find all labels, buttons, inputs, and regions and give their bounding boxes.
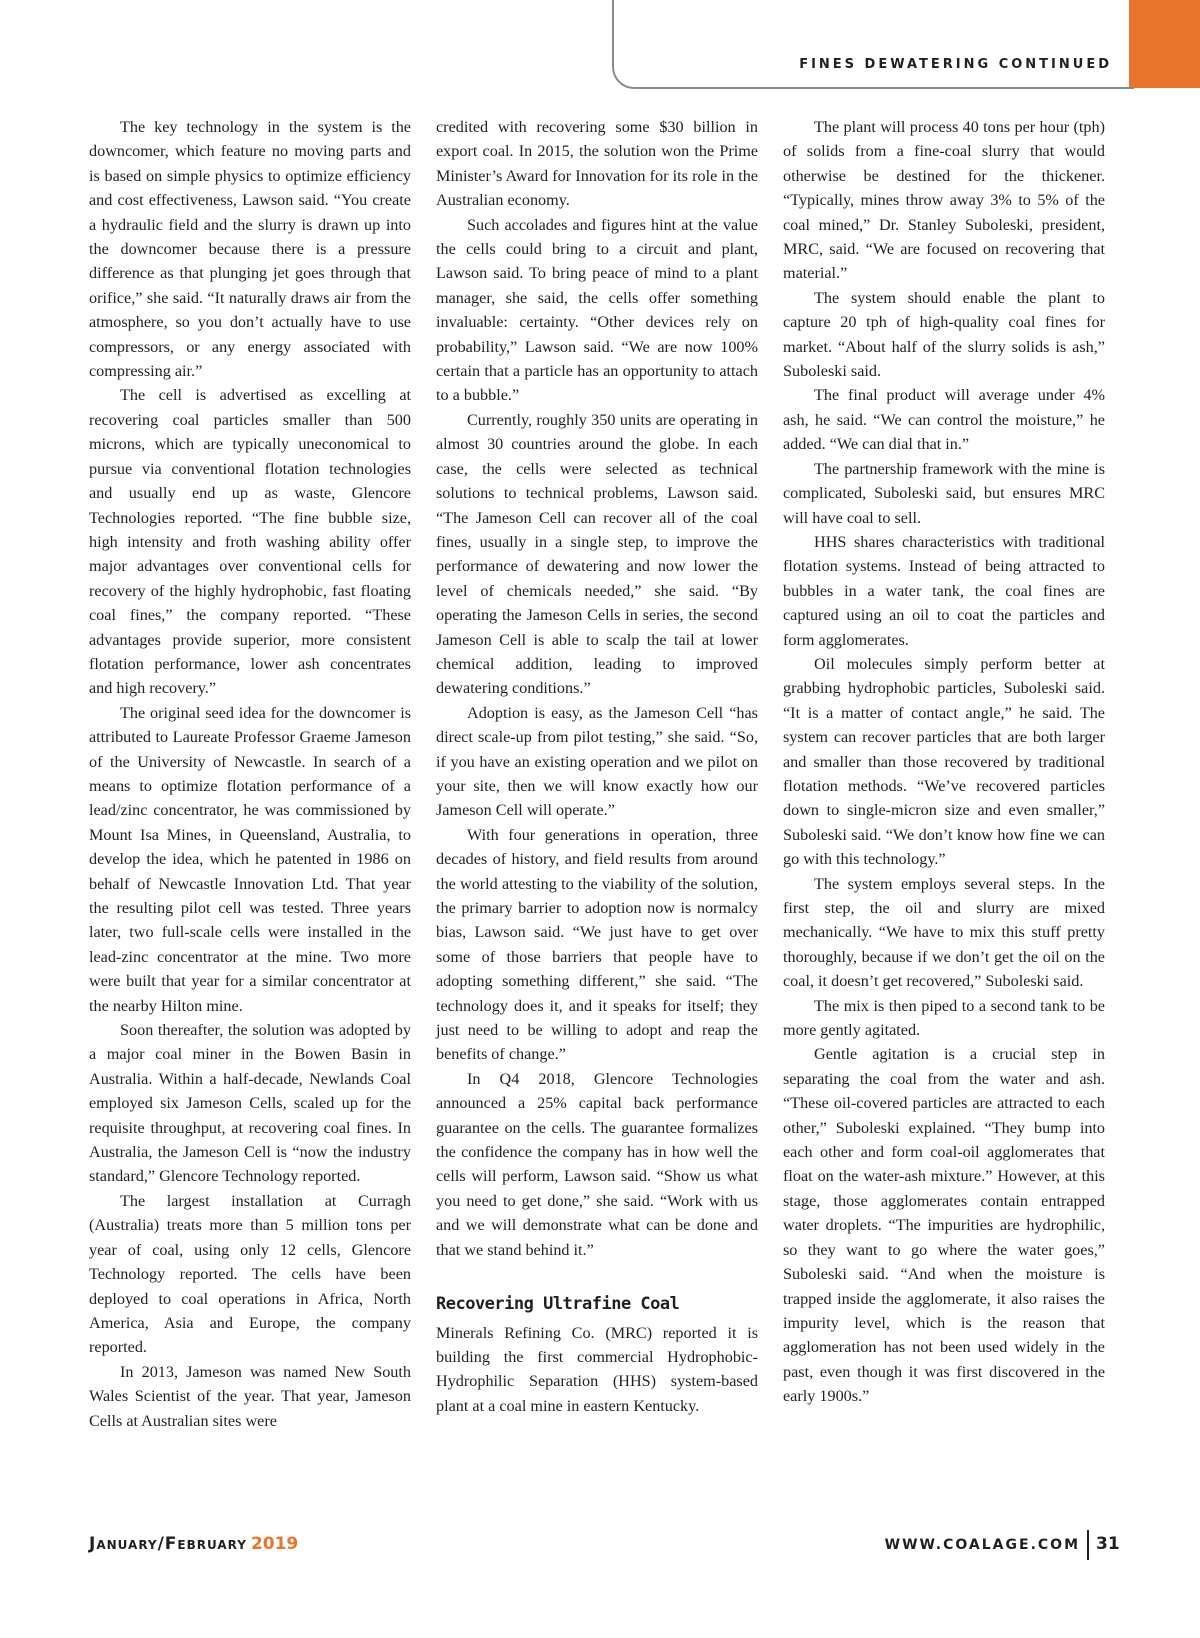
- footer-year: 2019: [250, 1534, 299, 1554]
- paragraph: The partnership framework with the mine is complicated, Suboleski said, but ensures MRC will have coal to sell.: [783, 459, 1105, 527]
- section-header-title: FINES DEWATERING CONTINUED: [799, 57, 1112, 72]
- paragraph: The system employs several steps. In the first step, the oil and slurry are mixed mechanically. “We have to mix this stuff pretty thoroughly, because if we don’t get the oil on the coal, it doesn’t get recovered,” Suboleski said.: [783, 874, 1105, 991]
- paragraph: In 2013, Jameson was named New South Wales Scientist of the year. That year, Jameson Cells at Australian sites were: [89, 1362, 411, 1430]
- paragraph: Minerals Refining Co. (MRC) reported it is building the first commercial Hydrophobic-Hydrophilic Separation (HHS) system-based plant at a coal mine in eastern Kentucky.: [436, 1323, 758, 1415]
- paragraph: The original seed idea for the downcomer is attributed to Laureate Professor Graeme Jameson of the University of Newcastle. In search of a means to optimize flotation performance of a lead/zinc concentrator, he was commissioned by Mount Isa Mines, in Queensland, Australia, to develop the idea, which he patented in 1986 on behalf of Newcastle Innovation Ltd. That year the resulting pilot cell was tested. Three years later, two full-scale cells were installed in the lead-zinc concentrator at the mine. Two more were built that year for a similar concentrator at the nearby Hilton mine.: [89, 703, 411, 1015]
- paragraph: Gentle agitation is a crucial step in separating the coal from the water and ash. “These oil-covered particles are attracted to each other,” Suboleski explained. “They bump into each other and form coal-oil agglomerates that float on the water-ash mixture.” However, at this stage, those agglomerates contain entrapped water droplets. “The impurities are hydrophilic, so they want to go where the water goes,” Suboleski said. “And when the moisture is trapped inside the agglomerate, it also raises the impurity level, which is the reason that agglomeration has not been used widely in the past, even though it was first discovered in the early 1900s.”: [783, 1045, 1105, 1406]
- paragraph: The cell is advertised as excelling at recovering coal particles smaller than 500 microns, which are typically uneconomical to pursue via conventional flotation technologies and usually end up as waste, Glencore Technologies reported. “The fine bubble size, high intensity and froth washing ability offer major advantages over conventional cells for recovery of the highly hydrophobic, fast floating coal fines,” the company reported. “These advantages provide superior, more consistent flotation performance, lower ash concentrates and high recovery.”: [89, 386, 411, 698]
- header-frame: [612, 0, 1134, 89]
- paragraph-continued: credited with recovering some $30 billion in export coal. In 2015, the solution won the Prime Minister’s Award for Innovation for its role in the Australian economy.: [436, 118, 758, 210]
- article-column-2: [436, 115, 758, 1418]
- article-column-3: [783, 115, 1105, 1409]
- paragraph: The largest installation at Curragh (Australia) treats more than 5 million tons per year of coal, using only 12 cells, Glencore Technology reported. The cells have been deployed to coal operations in Africa, North America, Asia and Europe, the company reported.: [89, 1191, 411, 1357]
- paragraph: Such accolades and figures hint at the value the cells could bring to a circuit and plant, Lawson said. To bring peace of mind to a plant manager, she said, the cells offer something invaluable: certainty. “Other devices rely on probability,” Lawson said. “We are now 100% certain that a particle has an opportunity to attach to a bubble.”: [436, 215, 758, 405]
- paragraph: In Q4 2018, Glencore Technologies announced a 25% capital back performance guarantee on the cells. The guarantee formalizes the confidence the company has in how well the cells will perform, Lawson said. “Show us what you need to get done,” she said. “Work with us and we will demonstrate what can be done and that we stand behind it.”: [436, 1069, 758, 1259]
- section-subheading: Recovering Ultrafine Coal: [436, 1294, 680, 1315]
- paragraph: The mix is then piped to a second tank to be more gently agitated.: [783, 996, 1105, 1040]
- paragraph: With four generations in operation, three decades of history, and field results from around the world attesting to the viability of the solution, the primary barrier to adoption now is normalcy bias, Lawson said. “We just have to get over some of those barriers that people have to adopting something different,” she said. “The technology does it, and it speaks for itself; they just need to be willing to adopt and reap the benefits of change.”: [436, 825, 758, 1064]
- paragraph: Oil molecules simply perform better at grabbing hydrophobic particles, Suboleski said. “It is a matter of contact angle,” he said. The system can recover particles that are both larger and smaller than those recovered by traditional flotation methods. “We’ve recovered particles down to single-micron size and even smaller,” Suboleski said. “We don’t know how fine we can go with this technology.”: [783, 654, 1105, 869]
- paragraph: HHS shares characteristics with traditional flotation systems. Instead of being attracted to bubbles in a water tank, the coal fines are captured using an oil to coat the particles and form agglomerates.: [783, 532, 1105, 649]
- paragraph: Adoption is easy, as the Jameson Cell “has direct scale-up from pilot testing,” she said. “So, if you have an existing operation and we pilot on your site, then we will know exactly how our Jameson Cell will operate.”: [436, 703, 758, 820]
- paragraph: The key technology in the system is the downcomer, which feature no moving parts and is based on simple physics to optimize efficiency and cost effectiveness, Lawson said. “You create a hydraulic field and the slurry is drawn up into the downcomer because there is a pressure difference as that plunging jet goes through that orifice,” she said. “It naturally draws air from the atmosphere, so you don’t actually have to use compressors, or any energy associated with compressing air.”: [89, 118, 411, 381]
- footer-website-link[interactable]: WWW.COALAGE.COM: [884, 1537, 1080, 1553]
- footer-month: January/February: [89, 1534, 247, 1554]
- page-number: 31: [1096, 1534, 1120, 1554]
- footer-issue-date: [89, 1534, 298, 1554]
- paragraph: The plant will process 40 tons per hour (tph) of solids from a fine-coal slurry that would otherwise be destined for the thickener. “Typically, mines throw away 3% to 5% of the coal mined,” Dr. Stanley Suboleski, president, MRC, said. “We are focused on recovering that material.”: [783, 118, 1105, 283]
- paragraph: The final product will average under 4% ash, he said. “We can control the moisture,” he added. “We can dial that in.”: [783, 386, 1105, 454]
- article-column-1: [89, 115, 411, 1433]
- paragraph: Soon thereafter, the solution was adopted by a major coal miner in the Bowen Basin in Australia. Within a half-decade, Newlands Coal employed six Jameson Cells, scaled up for the requisite throughput, at recovering coal fines. In Australia, the Jameson Cell is “now the industry standard,” Glencore Technology reported.: [89, 1021, 411, 1186]
- paragraph: The system should enable the plant to capture 20 tph of high-quality coal fines for market. “About half of the slurry solids is ash,” Suboleski said.: [783, 288, 1105, 381]
- orange-corner-tab: [1129, 0, 1200, 88]
- paragraph: Currently, roughly 350 units are operating in almost 30 countries around the globe. In each case, the cells were selected as technical solutions to technical problems, Lawson said. “The Jameson Cell can recover all of the coal fines, usually in a single step, to improve the performance of dewatering and now lower the level of chemicals needed,” she said. “By operating the Jameson Cells in series, the second Jameson Cell is able to scalp the tail at lower chemical addition, leading to improved dewatering conditions.”: [436, 410, 758, 698]
- footer-divider: [1087, 1530, 1089, 1560]
